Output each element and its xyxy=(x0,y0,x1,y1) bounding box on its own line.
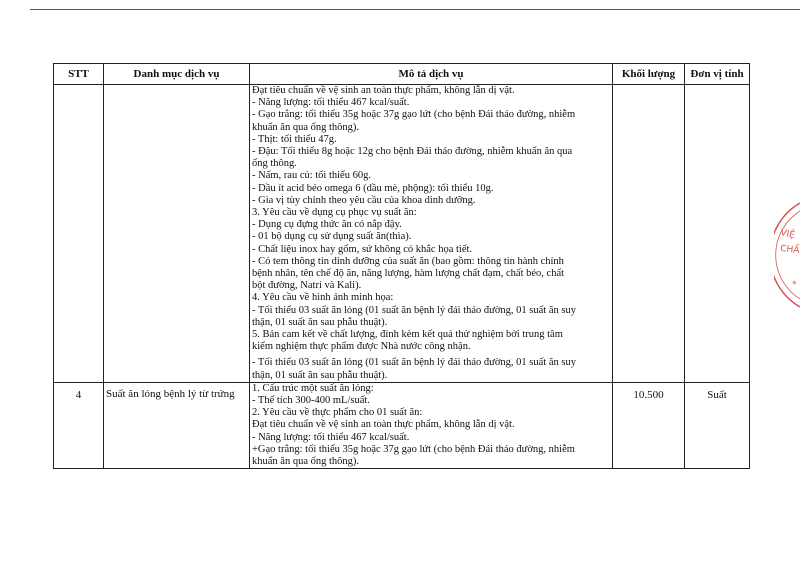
desc-line: - Chất liệu inox hay gốm, sứ không có khắc họa tiết. xyxy=(252,243,473,255)
desc-line: 4. Yêu cầu về hình ảnh minh họa: xyxy=(252,292,394,304)
desc-line: - Có tem thông tin dinh dưỡng của suất ăn (bao gồm: thông tin hành chính xyxy=(252,255,564,267)
row2-stt: 4 xyxy=(54,382,104,468)
desc-line: Đạt tiêu chuẩn về vệ sinh an toàn thực phẩm, không lẫn dị vật. xyxy=(252,419,515,431)
desc-line: kiểm nghiệm thực phẩm được Nhà nước công nhận. xyxy=(252,341,471,353)
row2-category: Suất ăn lỏng bệnh lý từ trứng xyxy=(104,382,250,468)
desc-line: - Tối thiểu 03 suất ăn lỏng (01 suất ăn bệnh lý đái tháo đường, 01 suất ăn suy xyxy=(252,304,576,316)
desc-line: ống thông. xyxy=(252,158,297,170)
service-table xyxy=(53,63,750,469)
desc-line: +Gạo trắng: tối thiểu 35g hoặc 37g gạo lứt (cho bệnh Đái tháo đường, nhiễm xyxy=(252,443,575,455)
table-header-row xyxy=(54,64,750,85)
desc-line: bột đường, Natri và Kali). xyxy=(252,280,362,292)
desc-line: khuẩn ăn qua ống thông). xyxy=(252,121,360,133)
desc-line: - Năng lượng: tối thiểu 467 kcal/suất. xyxy=(252,97,410,109)
header-stt: STT xyxy=(54,64,104,85)
row1-description xyxy=(250,85,613,383)
desc-line: - 01 bộ dụng cụ sử dụng suất ăn(thìa). xyxy=(252,231,412,243)
top-border-line xyxy=(30,9,800,10)
header-category: Danh mục dịch vụ xyxy=(104,64,250,85)
desc-line: - Tối thiểu 03 suất ăn lỏng (01 suất ăn bệnh lý đái tháo đường, 01 suất ăn suy xyxy=(252,357,576,369)
svg-text:CHẤ: CHẤ xyxy=(779,244,800,256)
row2-description xyxy=(250,382,613,468)
desc-line: - Gạo trắng: tối thiểu 35g hoặc 37g gạo lứt (cho bệnh Đái tháo đường, nhiễm xyxy=(252,109,576,121)
desc-line: - Thể tích 300-400 mL/suất. xyxy=(252,395,370,407)
desc-line: - Thịt: tối thiểu 47g. xyxy=(252,133,337,145)
desc-line: khuẩn ăn qua ống thông). xyxy=(252,456,360,468)
desc-line: 5. Bản cam kết về chất lượng, đính kèm kết quả thử nghiệm bởi trung tâm xyxy=(252,329,563,341)
row1-quantity xyxy=(613,85,685,383)
header-unit: Đơn vị tính xyxy=(685,64,750,85)
table-row xyxy=(54,85,750,383)
svg-text:VIỆ: VIỆ xyxy=(779,228,796,241)
desc-line: bệnh nhân, tên chế độ ăn, năng lượng, hàm lượng chất đạm, chất béo, chất xyxy=(252,268,565,280)
desc-line: - Dầu ít acid béo omega 6 (dầu mè, phộng): tối thiểu 10g. xyxy=(252,182,494,194)
desc-line: thận, 01 suất ăn sau phẫu thuật). xyxy=(252,316,388,328)
svg-text:*: * xyxy=(792,280,797,290)
header-description: Mô tả dịch vụ xyxy=(250,64,613,85)
table-row xyxy=(54,382,750,468)
row1-category xyxy=(104,85,250,383)
desc-line: - Đậu: Tối thiểu 8g hoặc 12g cho bệnh Đái tháo đường, nhiễm khuẩn ăn qua xyxy=(252,146,573,158)
red-seal-stamp xyxy=(774,195,800,315)
desc-line: 2. Yêu cầu về thực phẩm cho 01 suất ăn: xyxy=(252,407,423,419)
row1-stt xyxy=(54,85,104,383)
row1-unit xyxy=(685,85,750,383)
seal-graphic xyxy=(774,195,800,315)
desc-line: 3. Yêu cầu về dụng cụ phục vụ suất ăn: xyxy=(252,207,417,219)
header-quantity: Khối lượng xyxy=(613,64,685,85)
row2-unit: Suất xyxy=(685,382,750,468)
row2-quantity: 10.500 xyxy=(613,382,685,468)
desc-line: - Dụng cụ đựng thức ăn có nắp đậy. xyxy=(252,219,402,231)
desc-line: - Nấm, rau củ: tối thiểu 60g. xyxy=(252,170,371,182)
desc-line: thận, 01 suất ăn sau phẫu thuật). xyxy=(252,369,388,381)
desc-line: - Năng lượng: tối thiểu 467 kcal/suất. xyxy=(252,431,410,443)
desc-line: Đạt tiêu chuẩn về vệ sinh an toàn thực phẩm, không lẫn dị vật. xyxy=(252,85,515,96)
desc-line: - Gia vị tùy chỉnh theo yêu cầu của khoa dinh dưỡng. xyxy=(252,194,476,206)
desc-line: 1. Cấu trúc một suất ăn lỏng: xyxy=(252,382,374,394)
